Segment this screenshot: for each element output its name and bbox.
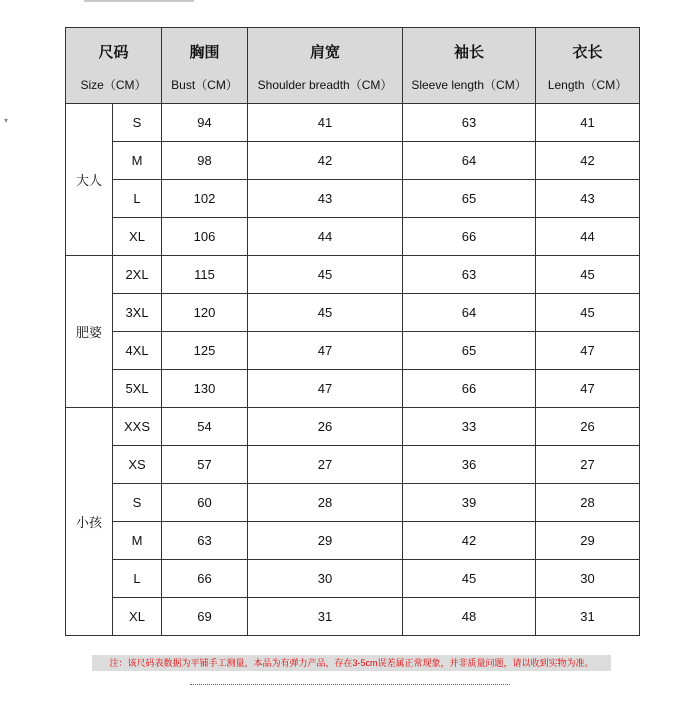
size-chart-table (65, 27, 640, 636)
size-cell: XL (113, 598, 162, 636)
sleeve-cell: 36 (403, 446, 536, 484)
bust-cell: 94 (162, 104, 248, 142)
top-divider (84, 0, 194, 2)
shoulder-cell: 41 (248, 104, 403, 142)
header-sleeve (403, 28, 536, 104)
length-cell: 27 (536, 446, 640, 484)
bust-cell: 130 (162, 370, 248, 408)
length-cell: 41 (536, 104, 640, 142)
header-sleeve-en: Sleeve length（CM） (411, 77, 527, 92)
shoulder-cell: 45 (248, 294, 403, 332)
header-shoulder-cn: 肩宽 (310, 43, 341, 61)
size-cell: XXS (113, 408, 162, 446)
header-bust (162, 28, 248, 104)
size-cell: XS (113, 446, 162, 484)
length-cell: 47 (536, 332, 640, 370)
header-shoulder-en: Shoulder breadth（CM） (257, 77, 393, 92)
size-cell: M (113, 522, 162, 560)
shoulder-cell: 31 (248, 598, 403, 636)
side-marker: ▾ (4, 116, 9, 125)
table-row (66, 104, 640, 142)
size-cell: 3XL (113, 294, 162, 332)
sleeve-cell: 65 (403, 180, 536, 218)
sleeve-cell: 65 (403, 332, 536, 370)
sleeve-cell: 66 (403, 218, 536, 256)
table-row (66, 370, 640, 408)
table-row (66, 142, 640, 180)
header-length-cn: 衣长 (572, 43, 603, 61)
sleeve-cell: 48 (403, 598, 536, 636)
size-cell: S (113, 484, 162, 522)
table-row (66, 332, 640, 370)
shoulder-cell: 44 (248, 218, 403, 256)
bust-cell: 69 (162, 598, 248, 636)
shoulder-cell: 29 (248, 522, 403, 560)
shoulder-cell: 43 (248, 180, 403, 218)
size-cell: XL (113, 218, 162, 256)
table-row (66, 218, 640, 256)
header-sleeve-cn: 袖长 (454, 43, 485, 61)
bust-cell: 57 (162, 446, 248, 484)
bust-cell: 63 (162, 522, 248, 560)
sleeve-cell: 45 (403, 560, 536, 598)
shoulder-cell: 47 (248, 332, 403, 370)
header-row (66, 28, 640, 104)
measurement-note: 注：该尺码表数据为平铺手工测量，本品为有弹力产品，存在3-5cm误差属正常现象，并非质量问题，请以收到实物为准。 (109, 658, 594, 668)
sleeve-cell: 66 (403, 370, 536, 408)
table-row (66, 522, 640, 560)
bust-cell: 98 (162, 142, 248, 180)
size-cell: S (113, 104, 162, 142)
header-size-en: Size（CM） (80, 77, 147, 92)
length-cell: 47 (536, 370, 640, 408)
table-row (66, 598, 640, 636)
shoulder-cell: 26 (248, 408, 403, 446)
header-length (536, 28, 640, 104)
bust-cell: 115 (162, 256, 248, 294)
length-cell: 29 (536, 522, 640, 560)
shoulder-cell: 27 (248, 446, 403, 484)
length-cell: 28 (536, 484, 640, 522)
size-cell: 4XL (113, 332, 162, 370)
header-length-en: Length（CM） (547, 77, 628, 92)
sleeve-cell: 63 (403, 104, 536, 142)
table-row (66, 180, 640, 218)
shoulder-cell: 45 (248, 256, 403, 294)
group-label-kids: 小孩 (66, 408, 113, 636)
sleeve-cell: 64 (403, 294, 536, 332)
length-cell: 45 (536, 256, 640, 294)
shoulder-cell: 28 (248, 484, 403, 522)
length-cell: 43 (536, 180, 640, 218)
bust-cell: 54 (162, 408, 248, 446)
table-row (66, 446, 640, 484)
header-bust-en: Bust（CM） (171, 77, 238, 92)
bust-cell: 102 (162, 180, 248, 218)
bust-cell: 106 (162, 218, 248, 256)
sleeve-cell: 42 (403, 522, 536, 560)
table-row (66, 294, 640, 332)
table-row (66, 256, 640, 294)
table-row (66, 484, 640, 522)
length-cell: 26 (536, 408, 640, 446)
dotted-divider (190, 684, 510, 685)
header-size-cn: 尺码 (98, 43, 129, 61)
group-label-plus: 肥婆 (66, 256, 113, 408)
bust-cell: 120 (162, 294, 248, 332)
length-cell: 30 (536, 560, 640, 598)
shoulder-cell: 42 (248, 142, 403, 180)
bust-cell: 60 (162, 484, 248, 522)
sleeve-cell: 39 (403, 484, 536, 522)
bust-cell: 66 (162, 560, 248, 598)
length-cell: 42 (536, 142, 640, 180)
size-cell: 2XL (113, 256, 162, 294)
shoulder-cell: 30 (248, 560, 403, 598)
table-row (66, 408, 640, 446)
sleeve-cell: 33 (403, 408, 536, 446)
sleeve-cell: 64 (403, 142, 536, 180)
size-cell: 5XL (113, 370, 162, 408)
length-cell: 31 (536, 598, 640, 636)
sleeve-cell: 63 (403, 256, 536, 294)
shoulder-cell: 47 (248, 370, 403, 408)
table-row (66, 560, 640, 598)
group-label-adult: 大人 (66, 104, 113, 256)
bust-cell: 125 (162, 332, 248, 370)
size-cell: M (113, 142, 162, 180)
length-cell: 45 (536, 294, 640, 332)
length-cell: 44 (536, 218, 640, 256)
header-shoulder (248, 28, 403, 104)
header-bust-cn: 胸围 (189, 43, 220, 61)
size-cell: L (113, 560, 162, 598)
header-size (66, 28, 162, 104)
size-cell: L (113, 180, 162, 218)
